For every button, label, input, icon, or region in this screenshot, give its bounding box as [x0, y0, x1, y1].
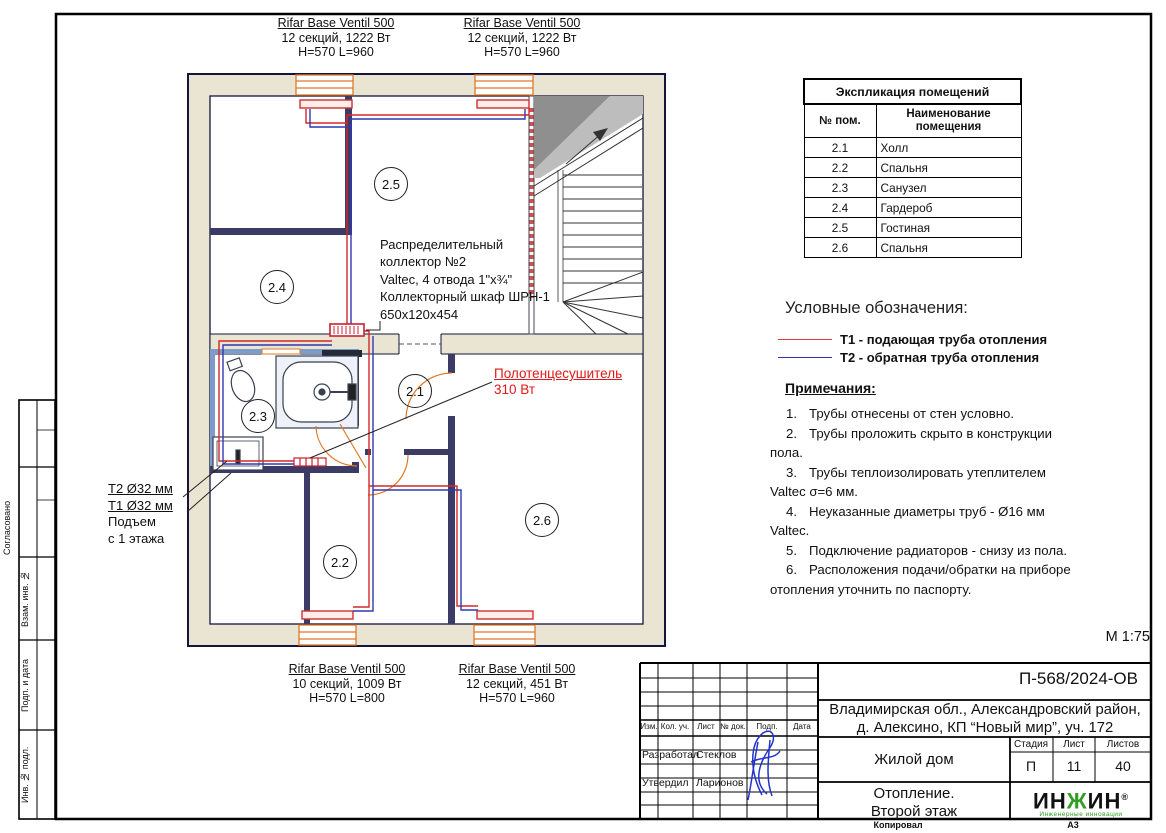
- note-item: 1. Трубы отнесены от стен условно.: [786, 406, 1015, 421]
- sheet-label: Лист: [1063, 739, 1085, 750]
- agreed-label: Согласовано: [2, 500, 12, 555]
- object-name: Жилой дом: [874, 751, 954, 768]
- note-item: 3. Трубы теплоизолировать утеплителем Valtec σ=6 мм.: [770, 464, 1046, 499]
- room-tag-2-3: 2.3: [241, 399, 275, 433]
- radiator-spec: 12 секций, 451 Вт: [465, 676, 569, 691]
- tb-col-dok: № док.: [720, 722, 746, 731]
- copied-label: Копировал: [873, 820, 923, 830]
- sheets-label: Листов: [1106, 739, 1140, 750]
- table-row: 2.6 Спальня: [804, 238, 1021, 258]
- developed-name: Стеклов: [696, 749, 737, 761]
- riser-labels: [108, 481, 173, 547]
- approved-name: Ларионов: [696, 777, 744, 789]
- signature: [748, 731, 780, 800]
- radiator-label-top-right: [417, 16, 627, 60]
- sheet-value: 11: [1066, 758, 1082, 774]
- radiator-dims: H=570 L=960: [298, 45, 374, 59]
- explication-table: [803, 78, 1022, 258]
- table-row: 2.3 Санузел: [804, 178, 1021, 198]
- stage-value: П: [1025, 758, 1037, 774]
- radiator-spec: 10 секций, 1009 Вт: [292, 676, 402, 691]
- radiator-model: Rifar Base Ventil 500: [288, 662, 406, 676]
- explication-col-name: Наименование помещения: [876, 104, 1021, 138]
- tb-col-list: Лист: [697, 722, 715, 731]
- note-item: 6. Расположения подачи/обратки на приборе отопления уточнить по паспорту.: [770, 562, 1071, 597]
- legend-title: Условные обозначения:: [785, 299, 968, 317]
- table-row: 2.1 Холл: [804, 138, 1021, 158]
- radiator-dims: H=570 L=800: [309, 691, 385, 705]
- approved-label: Утвердил: [642, 777, 689, 789]
- table-row: 2.2 Спальня: [804, 158, 1021, 178]
- radiator-label-top-left: [231, 16, 441, 60]
- radiator-dims: H=570 L=960: [479, 691, 555, 705]
- riser-label-t1: Т1 Ø32 мм: [108, 497, 173, 513]
- radiator-spec: 12 секций, 1222 Вт: [281, 30, 391, 45]
- stage-label: Стадия: [1013, 739, 1049, 750]
- radiator-model: Rifar Base Ventil 500: [458, 662, 576, 676]
- table-row: 2.4 Гардероб: [804, 198, 1021, 218]
- sheet-title: Отопление. Второй этаж: [870, 785, 958, 820]
- riser-label-t2: Т2 Ø32 мм: [108, 481, 173, 496]
- company-logo: ИНЖИН® Инженерные инновации: [1010, 787, 1152, 818]
- registered-mark: ®: [1121, 792, 1129, 802]
- explication-title: Экспликация помещений: [804, 79, 1021, 104]
- developed-label: Разработал: [642, 749, 700, 761]
- room-tag-2-5: 2.5: [374, 167, 408, 201]
- riser-rise-line1: Подъем: [108, 514, 156, 529]
- side-label-inv: Инв. № подл.: [20, 746, 30, 803]
- room-tag-2-6: 2.6: [525, 503, 559, 537]
- radiator-model: Rifar Base Ventil 500: [277, 16, 395, 30]
- note-item: 4. Неуказанные диаметры труб - Ø16 мм Valtec.: [770, 503, 1045, 538]
- collector: [330, 324, 364, 336]
- legend-line-t1: [778, 339, 832, 340]
- project-address: Владимирская обл., Александровский район, д. Алексино, КП “Новый мир”, уч. 172: [829, 702, 1141, 736]
- side-label-podp: Подп. и дата: [20, 658, 30, 712]
- explication-col-num: № пом.: [804, 104, 876, 138]
- logo-subtitle: Инженерные инновации: [1039, 811, 1123, 819]
- table-row: 2.5 Гостиная: [804, 218, 1021, 238]
- room-tag-2-2: 2.2: [323, 545, 357, 579]
- sheets-value: 40: [1115, 758, 1131, 774]
- radiator-label-bottom-right: [412, 662, 622, 706]
- note-item: 5. Подключение радиаторов - снизу из пола.: [786, 542, 1068, 558]
- legend-item-t1: Т1 - подающая труба отопления: [840, 332, 1048, 347]
- tb-col-data: Дата: [793, 722, 811, 731]
- collector-note: Распределительный коллектор №2 Valtec, 4 отвода 1"х¾" Коллекторный шкаф ШРН-1 650х120х454: [380, 237, 550, 322]
- legend-item-t2: Т2 - обратная труба отопления: [840, 350, 1040, 365]
- radiator-model: Rifar Base Ventil 500: [463, 16, 581, 30]
- radiator-spec: 12 секций, 1222 Вт: [467, 30, 577, 45]
- side-label-vzam: Взам. инв. №: [20, 570, 30, 627]
- notes-title: Примечания:: [785, 380, 876, 396]
- legend-line-t2: [778, 357, 832, 358]
- note-item: 2. Трубы проложить скрыто в конструкции пола.: [770, 425, 1052, 460]
- logo-tree-glyph: Ж: [1066, 788, 1088, 814]
- radiator-dims: H=570 L=960: [484, 45, 560, 59]
- towel-rail-label: Полотенцесушитель 310 Вт: [494, 366, 623, 397]
- room-tag-2-4: 2.4: [260, 270, 294, 304]
- riser-rise-line2: с 1 этажа: [108, 530, 165, 546]
- doc-number: П-568/2024-ОВ: [1018, 669, 1138, 688]
- room-tag-2-1: 2.1: [398, 374, 432, 408]
- tb-col-podp: Подп.: [756, 722, 778, 731]
- scale-label: М 1:75: [1105, 629, 1150, 645]
- notes-list: [770, 404, 1082, 599]
- format-label: А3: [1067, 820, 1079, 830]
- building-walls: [188, 74, 665, 646]
- tb-col-koluch: Кол. уч.: [660, 722, 690, 731]
- tb-col-izm: Изм.: [640, 722, 658, 731]
